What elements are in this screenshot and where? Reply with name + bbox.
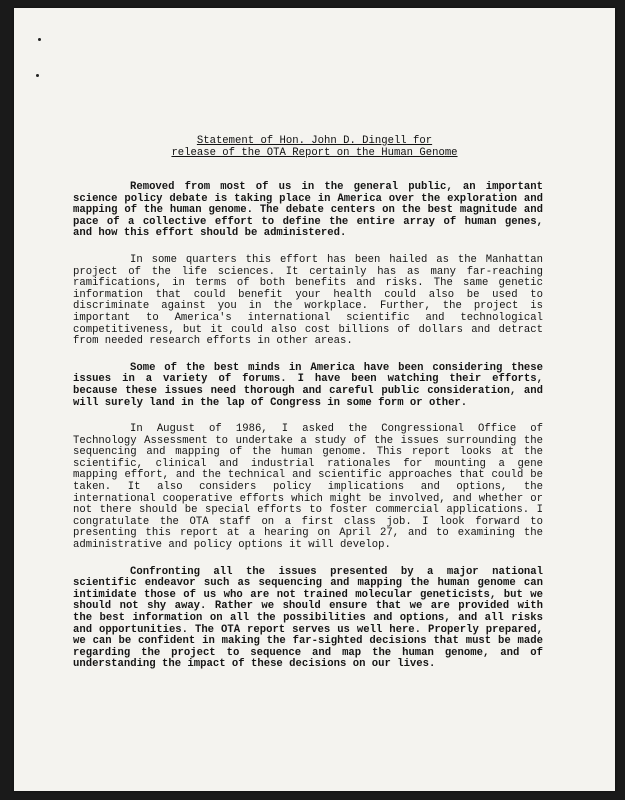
paragraph-3: Some of the best minds in America have been considering these issues in a variety of forums. I have been watching their efforts, because these issues need thorough and careful public consideration, and will surely land in the lap of Congress in some form or other. xyxy=(73,361,543,409)
document-body xyxy=(73,182,543,686)
title-line-1: Statement of Hon. John D. Dingell for xyxy=(196,135,433,147)
document-page xyxy=(14,8,615,791)
punch-mark xyxy=(38,38,41,41)
title-line-2: release of the OTA Report on the Human Genome xyxy=(171,147,458,159)
document-title xyxy=(14,135,615,159)
paragraph-4: In August of 1986, I asked the Congressional Office of Technology Assessment to undertake a study of the issues surrounding the sequencing and mapping of the human genome. This report looks at the scientific, clinical and industrial rationales for mounting a gene mapping effort, and the technical and scientific approaches that could be taken. It also considers policy implications and options, the international cooperative efforts which might be involved, and whether or not there should be special efforts to foster commercial applications. I congratulate the OTA staff on a first class job. I look forward to presenting this report at a hearing on April 27, and to examining the administrative and policy options it will develop. xyxy=(73,423,543,552)
paragraph-5: Confronting all the issues presented by a major national scientific endeavor such as sequencing and mapping the human genome can intimidate those of us who are not trained molecular geneticists, but we should not shy away. Rather we should ensure that we are provided with the best information on all the possibilities and options, and all risks and opportunities. The OTA report serves us well here. Properly prepared, we can be confident in making the far-sighted decisions that must be made regarding the project to sequence and map the human genome, and of understanding the impact of these decisions on our lives. xyxy=(73,565,543,671)
paragraph-1: Removed from most of us in the general public, an important science policy debate is taking place in America over the exploration and mapping of the human genome. The debate centers on the best magnitude and pace of a collective effort to define the entire array of human genes, and how this effort should be administered. xyxy=(73,181,543,240)
paragraph-2: In some quarters this effort has been hailed as the Manhattan project of the life sciences. It certainly has as many far-reaching ramifications, in terms of both benefits and risks. The same genetic information that could benefit your health could also be used to discriminate against you in the workplace. Further, the project is important to America's international scientific and technological competitiveness, but it could also cost billions of dollars and detract from needed research efforts in other areas. xyxy=(73,253,543,348)
punch-mark xyxy=(36,74,39,77)
